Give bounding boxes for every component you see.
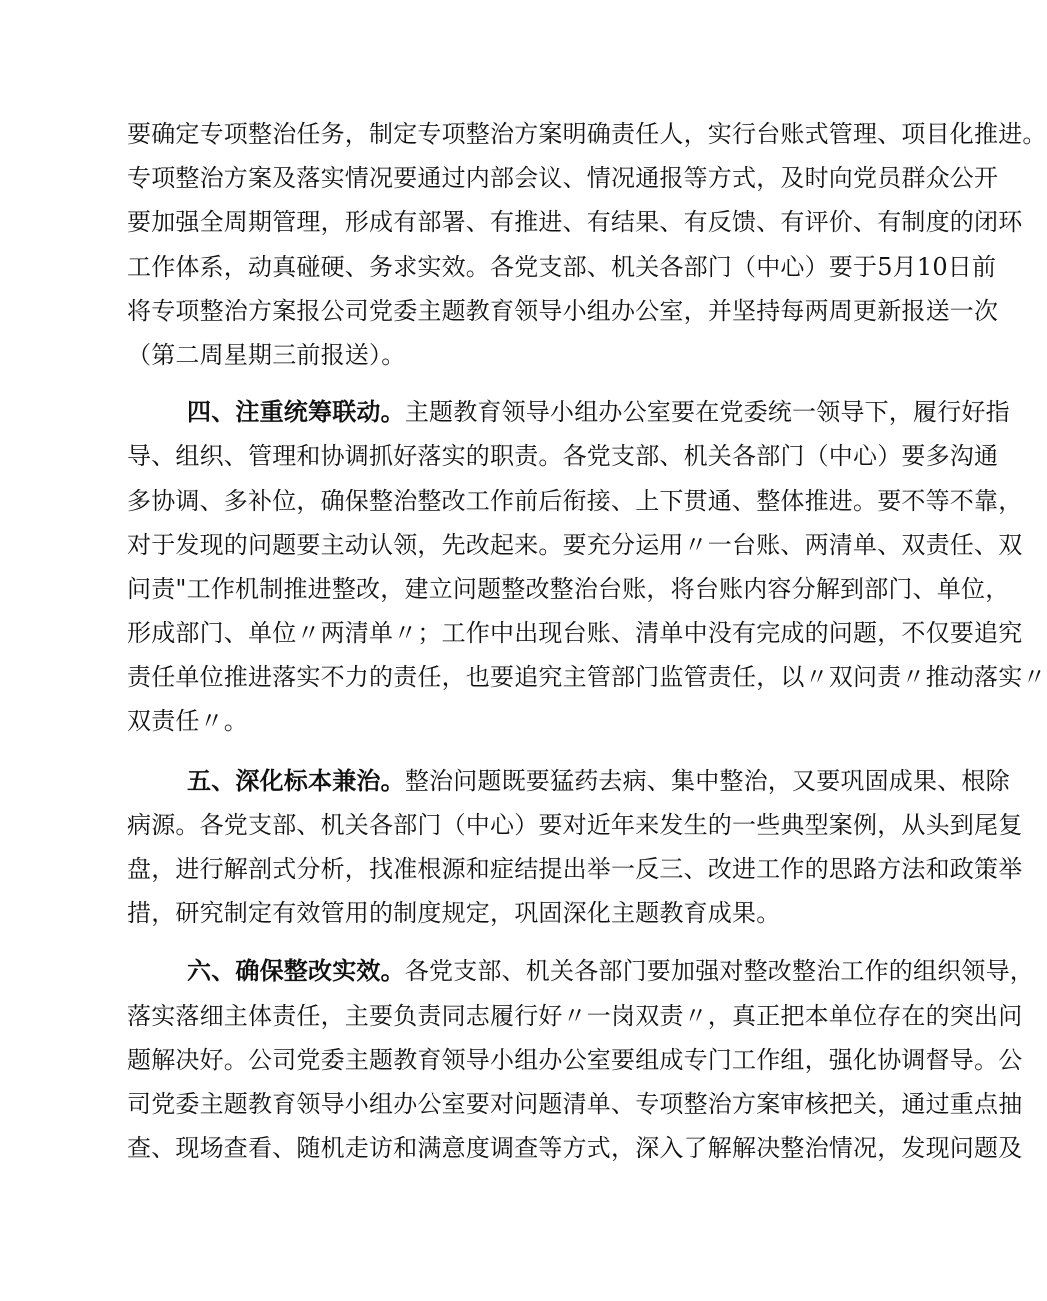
section5-line-2: 病源。各党支部、机关各部门（中心）要对近年来发生的一些典型案例，从头到尾复 [127, 810, 1023, 839]
section6-title: 六、确保整改实效。 [187, 957, 405, 986]
section-gap [127, 935, 917, 949]
intro-line-3: 要加强全周期管理，形成有部署、有推进、有结果、有反馈、有评价、有制度的闭环 [127, 208, 1023, 237]
section4-line-8: 双责任〃。 [127, 707, 248, 736]
section4-first-line [187, 390, 1010, 434]
section6-line-4: 司党委主题教育领导小组办公室要对问题清单、专项整治方案审核把关，通过重点抽 [127, 1089, 1023, 1118]
section5-title: 五、深化标本兼治。 [187, 766, 405, 795]
section4-first-text: 主题教育领导小组办公室要在党委统一领导下，履行好指 [404, 398, 1010, 427]
section4-line-4: 对于发现的问题要主动认领，先改起来。要充分运用〃一台账、两清单、双责任、双 [127, 530, 1023, 559]
section-gap [127, 744, 917, 759]
section5-line-3: 盘，进行解剖式分析，找准根源和症结提出举一反三、改进工作的思路方法和政策举 [127, 855, 1023, 883]
section6-line-3: 题解决好。公司党委主题教育领导小组办公室要组成专门工作组，强化协调督导。公 [127, 1045, 1023, 1074]
section5-line-4: 措，研究制定有效管用的制度规定，巩固深化主题教育成果。 [127, 899, 781, 928]
intro-line-1: 要确定专项整治任务，制定专项整治方案明确责任人，实行台账式管理、项目化推进。 [127, 120, 1047, 148]
intro-line-4: 工作体系，动真碰硬、务求实效。各党支部、机关各部门（中心）要于5月10日前 [127, 252, 997, 281]
section4-title: 四、注重统筹联动。 [187, 398, 405, 427]
section4-line-3: 多协调、多补位，确保整治整改工作前后衔接、上下贯通、整体推进。要不等不靠， [127, 486, 1023, 515]
section6-first-text: 各党支部、机关各部门要加强对整改整治工作的组织领导， [404, 957, 1035, 986]
section6-first-line [187, 949, 1035, 993]
section6-line-2: 落实落细主体责任，主要负责同志履行好〃一岗双责〃，真正把本单位存在的突出问 [127, 1001, 1023, 1030]
section4-line-6: 形成部门、单位〃两清单〃；工作中出现台账、清单中没有完成的问题，不仅要追究 [127, 619, 1023, 648]
intro-line-5: 将专项整治方案报公司党委主题教育领导小组办公室，并坚持每两周更新报送一次 [127, 296, 999, 325]
document-body [127, 112, 1047, 1170]
section4-line-5: 问责"工作机制推进整改，建立问题整改整治台账，将台账内容分解到部门、单位， [127, 574, 1010, 603]
section-gap [127, 377, 917, 390]
intro-line-6: （第二周星期三前报送）。 [127, 340, 406, 369]
section5-first-text: 整治问题既要猛药去病、集中整治，又要巩固成果、根除 [404, 766, 1010, 795]
section4-line-7: 责任单位推进落实不力的责任，也要追究主管部门监管责任，以〃双问责〃推动落实〃 [127, 663, 1047, 692]
intro-line-2: 专项整治方案及落实情况要通过内部会议、情况通报等方式，及时向党员群众公开 [127, 164, 999, 193]
section4-line-2: 导、组织、管理和协调抓好落实的职责。各党支部、机关各部门（中心）要多沟通 [127, 442, 999, 471]
section6-line-5: 查、现场查看、随机走访和满意度调查等方式，深入了解解决整治情况，发现问题及 [127, 1134, 1023, 1163]
section5-first-line [187, 759, 1010, 803]
